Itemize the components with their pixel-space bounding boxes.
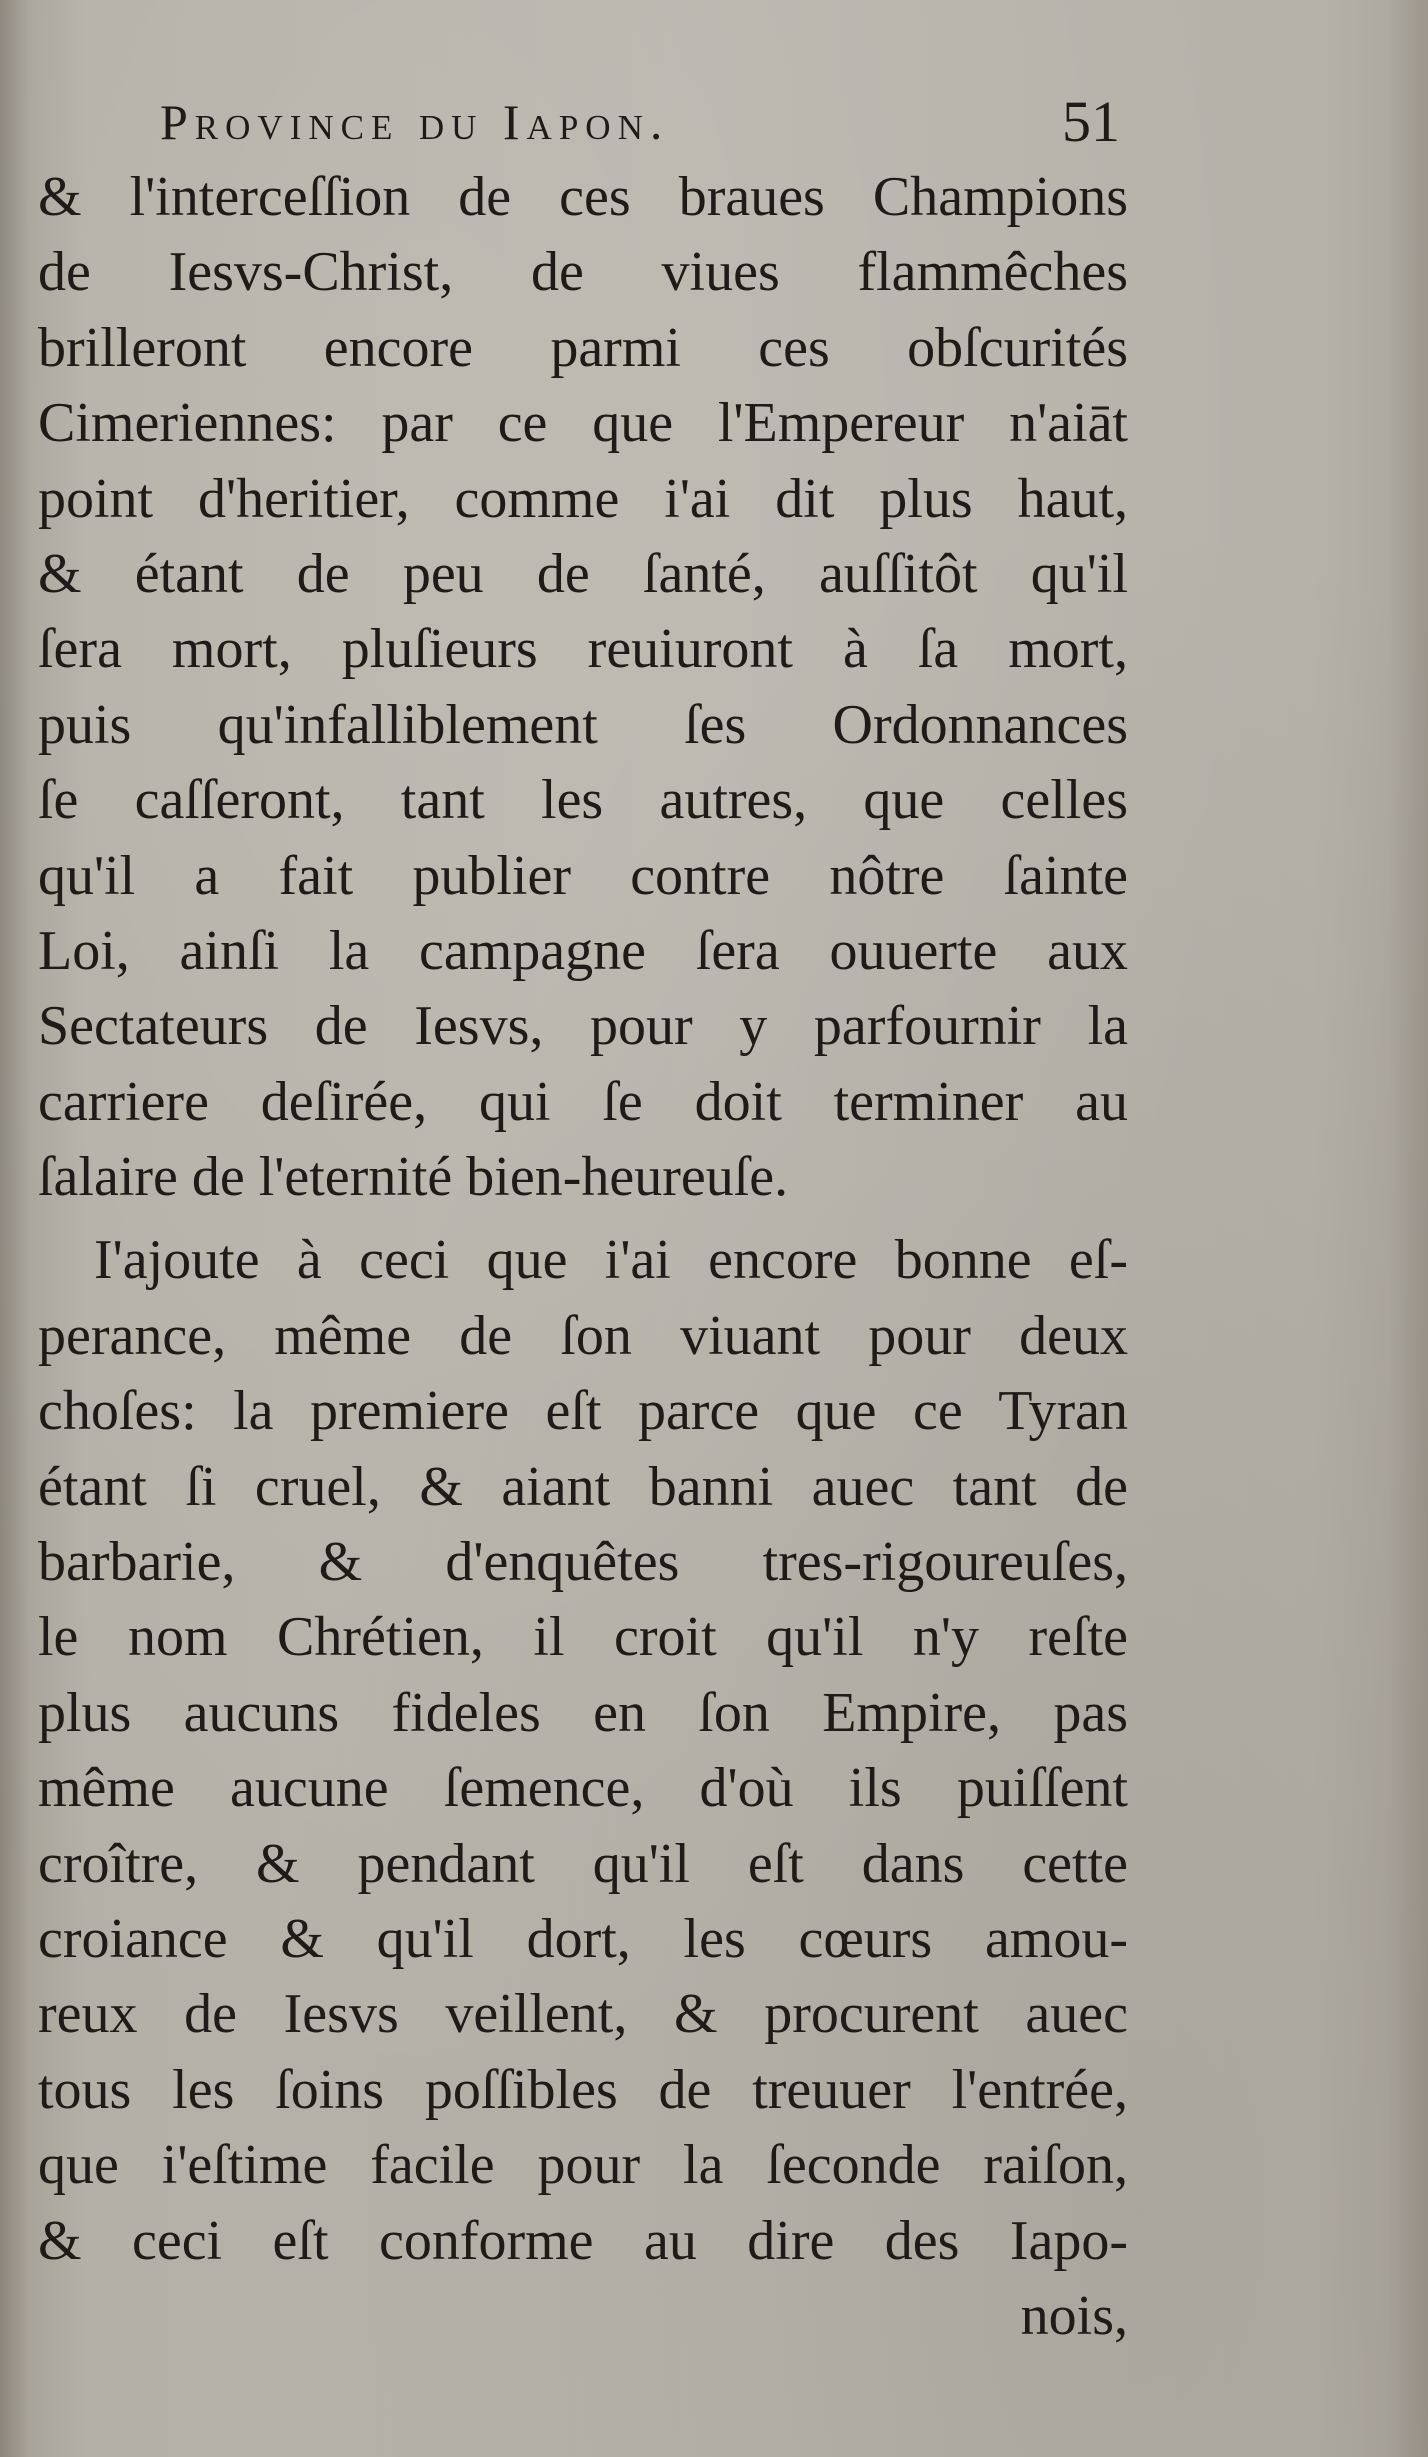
text-line: étant ſi cruel, & aiant banni auec tant de [38, 1455, 1128, 1518]
text-line: ſera mort, pluſieurs reuiuront à ſa mort, [38, 618, 1128, 681]
text-line: point d'heritier, comme i'ai dit plus haut, [38, 467, 1128, 530]
text-line: plus aucuns fideles en ſon Empire, pas [38, 1681, 1128, 1744]
text-line: & l'interceſſion de ces braues Champions [38, 166, 1128, 228]
text-line: ſe caſſeront, tant les autres, que celles [38, 769, 1128, 832]
text-line: choſes: la premiere eſt parce que ce Tyran [38, 1380, 1128, 1443]
text-line: Sectateurs de Iesvs, pour y parfournir la [38, 995, 1128, 1058]
text-line: brilleront encore parmi ces obſcurités [38, 316, 1128, 379]
paragraph-gap [38, 1215, 1128, 1223]
text-line: reux de Iesvs veillent, & procurent auec [38, 1983, 1128, 2046]
body-text [38, 160, 1128, 2354]
page-header [160, 82, 1120, 162]
text-line: carriere deſirée, qui ſe doit terminer au [38, 1070, 1128, 1133]
running-head: Province du Iapon. [160, 94, 670, 150]
page-edge-shadow [1388, 0, 1428, 2457]
text-line: croiance & qu'il dort, les cœurs amou- [38, 1907, 1128, 1970]
text-line: que i'eſtime facile pour la ſeconde raiſon, [38, 2134, 1128, 2197]
text-line: puis qu'infalliblement ſes Ordonnances [38, 693, 1128, 756]
page-number: 51 [1062, 89, 1120, 154]
catchword: nois, [1020, 2284, 1128, 2347]
text-line: Cimeriennes: par ce que l'Empereur n'aiāt [38, 392, 1128, 455]
text-line: & ceci eſt conforme au dire des Iapo- [38, 2209, 1128, 2272]
text-line: barbarie, & d'enquêtes tres-rigoureuſes, [38, 1531, 1128, 1594]
text-line: perance, même de ſon viuant pour deux [38, 1304, 1128, 1367]
text-line: de Iesvs-Christ, de viues flammêches [38, 241, 1128, 304]
text-line: qu'il a fait publier contre nôtre ſainte [38, 844, 1128, 907]
text-line: & étant de peu de ſanté, auſſitôt qu'il [38, 542, 1128, 605]
page-gutter-shadow [0, 0, 30, 2457]
text-line: croître, & pendant qu'il eſt dans cette [38, 1832, 1128, 1895]
text-line: le nom Chrétien, il croit qu'il n'y reſte [38, 1606, 1128, 1669]
text-line: ſalaire de l'eternité bien-heureuſe. [38, 1146, 789, 1209]
text-line: Loi, ainſi la campagne ſera ouuerte aux [38, 919, 1128, 982]
text-line: même aucune ſemence, d'où ils puiſſent [38, 1757, 1128, 1820]
text-line: tous les ſoins poſſibles de treuuer l'entrée, [38, 2058, 1128, 2121]
text-line: I'ajoute à ceci que i'ai encore bonne eſ- [94, 1229, 1128, 1292]
